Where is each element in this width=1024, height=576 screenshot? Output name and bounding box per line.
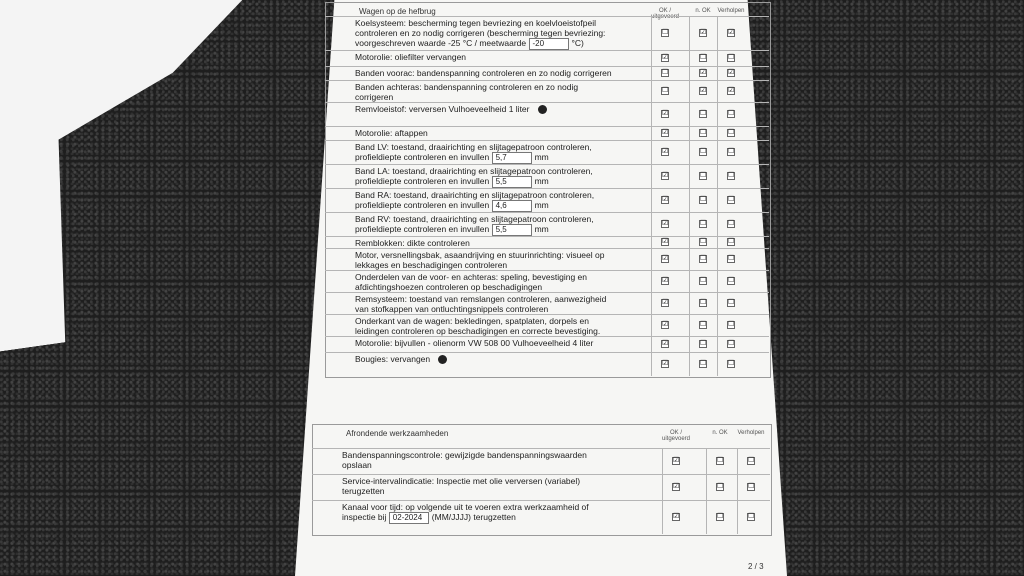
checkbox-not-ok[interactable]: ☐ — [700, 321, 707, 328]
row-line-text: opslaan — [342, 460, 372, 470]
row-line — [342, 460, 587, 470]
row-line — [355, 128, 428, 138]
checkbox-ok[interactable]: ☐ — [662, 87, 669, 94]
checkbox-not-ok[interactable]: ☐ — [700, 129, 707, 136]
row-line-text: voorgeschreven waarde -25 °C / meetwaarde — [355, 38, 527, 48]
bullet-dot-icon — [438, 355, 447, 364]
row-line — [355, 104, 547, 114]
section2-column-header: Verholpen — [737, 430, 765, 436]
row-line — [355, 224, 594, 236]
checkbox-not-ok[interactable]: ☐ — [700, 340, 707, 347]
checkbox-ok[interactable]: ☑ — [662, 54, 669, 61]
row-text — [355, 354, 447, 364]
row-line-text: terugzetten — [342, 486, 385, 496]
row-line — [342, 486, 580, 496]
row-line — [355, 294, 606, 304]
checkbox-ok[interactable]: ☑ — [662, 277, 669, 284]
checkbox-not-ok[interactable]: ☑ — [700, 29, 707, 36]
row-line — [355, 82, 578, 92]
row-line — [355, 238, 470, 248]
row-line — [355, 190, 594, 200]
row-line — [355, 68, 612, 78]
row-line — [355, 214, 594, 224]
row-line — [355, 338, 593, 348]
row-text — [342, 450, 587, 470]
row-line-text: Service-intervalindicatie: Inspectie met olie verversen (variabel) — [342, 476, 581, 486]
row-line — [355, 250, 604, 260]
section2-column-header: OK / uitgevoerd — [661, 430, 691, 442]
unit-label: °C) — [571, 38, 584, 48]
table-row — [312, 500, 770, 535]
row-text — [355, 338, 593, 348]
checkbox-ok[interactable]: ☑ — [662, 110, 669, 117]
checkbox-fixed[interactable]: ☐ — [728, 299, 735, 306]
row-line-text: Bandenspanningscontrole: gewijzigde bandenspanningswaarden — [342, 450, 587, 460]
row-line — [355, 152, 592, 164]
checkbox-not-ok[interactable]: ☐ — [700, 148, 707, 155]
row-line — [355, 354, 447, 364]
row-text — [355, 128, 428, 138]
unit-label: mm — [534, 152, 549, 162]
row-line-text: van stofkappen van ontluchtingsnippels controleren — [355, 304, 549, 314]
checkbox-fixed[interactable]: ☐ — [748, 513, 755, 520]
checkbox-fixed[interactable]: ☐ — [728, 220, 735, 227]
checkbox-ok[interactable]: ☑ — [662, 299, 669, 306]
checkbox-not-ok[interactable]: ☐ — [700, 196, 707, 203]
checkbox-not-ok[interactable]: ☐ — [700, 238, 707, 245]
row-line — [355, 38, 605, 50]
checkbox-ok[interactable]: ☑ — [662, 172, 669, 179]
row-line-text: Motorolie: oliefilter vervangen — [355, 52, 467, 62]
table-row — [312, 474, 770, 501]
checkbox-fixed[interactable]: ☐ — [728, 129, 735, 136]
table-row — [312, 448, 770, 475]
checkbox-ok[interactable]: ☑ — [662, 220, 669, 227]
checkbox-fixed[interactable]: ☐ — [728, 277, 735, 284]
checkbox-not-ok[interactable]: ☐ — [700, 360, 707, 367]
row-text — [355, 214, 594, 236]
measurement-input[interactable]: -20 — [529, 38, 569, 50]
row-line-text: corrigeren — [355, 92, 394, 102]
row-text — [355, 82, 578, 102]
unit-label: mm — [534, 224, 549, 234]
checkbox-not-ok[interactable]: ☐ — [700, 54, 707, 61]
measurement-input[interactable]: 5,5 — [492, 224, 532, 236]
row-text — [355, 294, 606, 314]
row-line — [342, 476, 580, 486]
row-text — [355, 272, 587, 292]
row-line-text: Band LA: toestand, draairichting en slijtagepatroon controleren, — [355, 166, 593, 176]
row-line — [355, 176, 593, 188]
checkbox-fixed[interactable]: ☐ — [748, 483, 755, 490]
checkbox-fixed[interactable]: ☐ — [728, 360, 735, 367]
section1-title: Wagen op de hefbrug — [359, 7, 436, 16]
checkbox-ok[interactable]: ☑ — [662, 238, 669, 245]
row-line-text: controleren en zo nodig corrigeren (bescherming tegen bevriezing: — [355, 28, 606, 38]
checkbox-fixed[interactable]: ☑ — [728, 69, 735, 76]
row-line — [342, 450, 587, 460]
row-line-text: Remvloeistof: verversen Vulhoeveelheid 1 liter — [355, 104, 530, 114]
row-line-text: Kanaal voor tijd: op volgende uit te voeren extra werkzaamheid of — [342, 502, 589, 512]
checkbox-ok[interactable]: ☑ — [662, 321, 669, 328]
row-line-text: Onderdelen van de voor- en achteras: speling, bevestiging en — [355, 272, 588, 282]
section2-column-header: n. OK — [712, 430, 728, 436]
row-line — [355, 260, 604, 270]
section1-column-header: OK / uitgevoerd — [650, 8, 680, 20]
checkbox-ok[interactable]: ☑ — [673, 513, 680, 520]
checkbox-not-ok[interactable]: ☐ — [700, 220, 707, 227]
section1-column-header: Verholpen — [717, 8, 745, 14]
section1-column-header: n. OK — [695, 8, 711, 14]
row-line — [355, 200, 594, 212]
checkbox-fixed[interactable]: ☐ — [728, 196, 735, 203]
row-line-text: Band LV: toestand, draairichting en slijtagepatroon controleren, — [355, 142, 592, 152]
checkbox-fixed[interactable]: ☐ — [728, 172, 735, 179]
row-line-text: profieldiepte controleren en invullen — [355, 176, 490, 186]
row-line-text: profieldiepte controleren en invullen — [355, 224, 490, 234]
row-text — [355, 238, 470, 248]
checkbox-not-ok[interactable]: ☐ — [700, 277, 707, 284]
unit-label: mm — [534, 200, 549, 210]
row-line — [355, 304, 606, 314]
checkbox-ok[interactable]: ☑ — [673, 483, 680, 490]
measurement-input[interactable]: 4,6 — [492, 200, 532, 212]
row-line — [355, 326, 600, 336]
checkbox-fixed[interactable]: ☐ — [748, 457, 755, 464]
row-line — [355, 92, 578, 102]
row-line — [355, 166, 593, 176]
checkbox-fixed[interactable]: ☑ — [728, 87, 735, 94]
row-line-text: Motorolie: aftappen — [355, 128, 428, 138]
checkbox-fixed[interactable]: ☐ — [728, 340, 735, 347]
row-line-text: Band RV: toestand, draairichting en slijtagepatroon controleren, — [355, 214, 594, 224]
checkbox-not-ok[interactable]: ☐ — [700, 255, 707, 262]
checkbox-ok[interactable]: ☑ — [662, 255, 669, 262]
checkbox-not-ok[interactable]: ☐ — [700, 110, 707, 117]
row-line-text: Motorolie: bijvullen - olienorm VW 508 00 Vulhoeveelheid 4 liter — [355, 338, 594, 348]
bullet-dot-icon — [538, 105, 547, 114]
row-line-text: leidingen controleren op beschadigingen en correcte bevestiging. — [355, 326, 601, 336]
row-line-text: afdichtingshoezen controleren op beschadigingen — [355, 282, 543, 292]
row-text — [355, 104, 547, 114]
row-line-text: Koelsysteem: bescherming tegen bevriezing en koelvloeistofpeil — [355, 18, 596, 28]
row-text — [355, 316, 600, 336]
measurement-input[interactable]: 5,5 — [492, 176, 532, 188]
row-text — [355, 142, 592, 164]
unit-label: mm — [534, 176, 549, 186]
checkbox-ok[interactable]: ☑ — [662, 196, 669, 203]
row-line — [355, 142, 592, 152]
checkbox-not-ok[interactable]: ☐ — [700, 172, 707, 179]
row-line — [355, 52, 466, 62]
row-line-text: Motor, versnellingsbak, asaandrijving en stuurinrichting: visueel op — [355, 250, 605, 260]
checkbox-ok[interactable]: ☑ — [662, 129, 669, 136]
row-line-text: profieldiepte controleren en invullen — [355, 152, 490, 162]
row-line-text: Bougies: vervangen — [355, 354, 431, 364]
row-line — [355, 272, 587, 282]
row-text — [355, 52, 466, 62]
row-line — [355, 18, 605, 28]
unit-label: (MM/JJJJ) terugzetten — [431, 512, 516, 522]
row-line — [342, 502, 589, 512]
row-text — [355, 166, 593, 188]
checkbox-fixed[interactable]: ☑ — [728, 29, 735, 36]
page-number: 2 / 3 — [748, 562, 764, 571]
row-line-text: Banden voorас: bandenspanning controleren en zo nodig corrigeren — [355, 68, 612, 78]
row-text — [355, 190, 594, 212]
checkbox-fixed[interactable]: ☐ — [728, 54, 735, 61]
checkbox-not-ok[interactable]: ☑ — [700, 69, 707, 76]
checkbox-ok[interactable]: ☑ — [673, 457, 680, 464]
checkbox-ok[interactable]: ☑ — [662, 148, 669, 155]
checkbox-fixed[interactable]: ☐ — [728, 255, 735, 262]
checkbox-not-ok[interactable]: ☐ — [717, 513, 724, 520]
row-line — [342, 512, 589, 524]
row-line-text: inspectie bij — [342, 512, 387, 522]
row-line-text: lekkages en beschadigingen controleren — [355, 260, 508, 270]
section2-title: Afrondende werkzaamheden — [346, 429, 449, 438]
checkbox-not-ok[interactable]: ☐ — [717, 457, 724, 464]
measurement-input[interactable]: 02-2024 — [389, 512, 429, 524]
checkbox-fixed[interactable]: ☐ — [728, 110, 735, 117]
checkbox-ok[interactable]: ☑ — [662, 360, 669, 367]
checkbox-fixed[interactable]: ☐ — [728, 321, 735, 328]
checkbox-ok[interactable]: ☐ — [662, 69, 669, 76]
row-line-text: profieldiepte controleren en invullen — [355, 200, 490, 210]
checkbox-fixed[interactable]: ☐ — [728, 238, 735, 245]
row-line — [355, 316, 600, 326]
row-line-text: Banden achteras: bandenspanning controleren en zo nodig — [355, 82, 579, 92]
checkbox-ok[interactable]: ☑ — [662, 340, 669, 347]
checkbox-not-ok[interactable]: ☐ — [717, 483, 724, 490]
row-line — [355, 28, 605, 38]
checkbox-not-ok[interactable]: ☑ — [700, 87, 707, 94]
row-text — [342, 502, 589, 524]
row-text — [355, 68, 612, 78]
row-line-text: Band RA: toestand, draairichting en slijtagepatroon controleren, — [355, 190, 595, 200]
checkbox-fixed[interactable]: ☐ — [728, 148, 735, 155]
row-text — [355, 18, 605, 50]
row-line-text: Remsysteem: toestand van remslangen controleren, aanwezigheid — [355, 294, 607, 304]
row-line-text: Onderkant van de wagen: bekledingen, spatplaten, dorpels en — [355, 316, 589, 326]
checkbox-not-ok[interactable]: ☐ — [700, 299, 707, 306]
checkbox-ok[interactable]: ☐ — [662, 29, 669, 36]
row-line — [355, 282, 587, 292]
measurement-input[interactable]: 5,7 — [492, 152, 532, 164]
row-line-text: Remblokken: dikte controleren — [355, 238, 470, 248]
row-text — [355, 250, 604, 270]
row-text — [342, 476, 580, 496]
